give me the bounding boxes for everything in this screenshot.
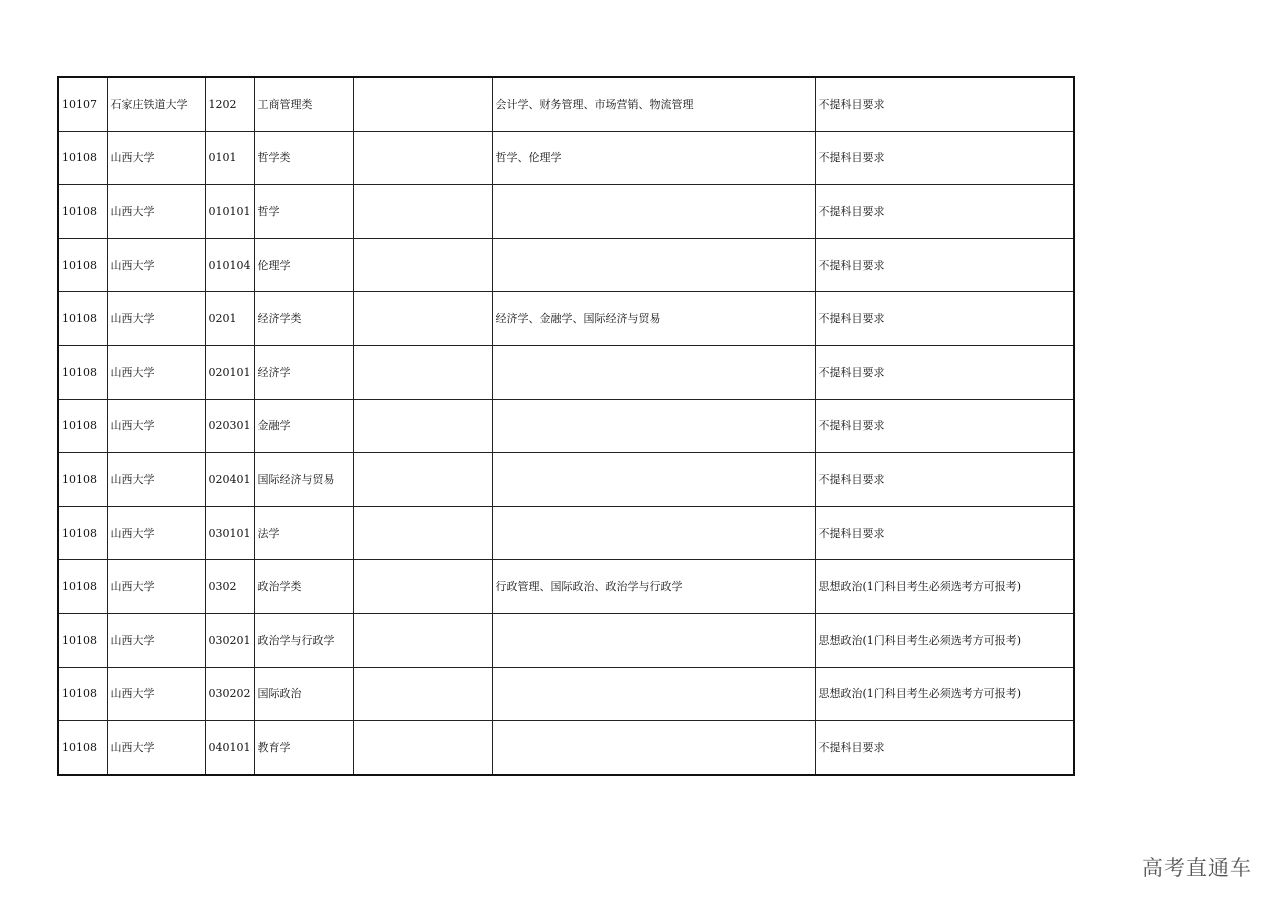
major-code-cell: 020301 [205, 399, 254, 453]
major-code-cell: 020101 [205, 345, 254, 399]
subject-requirement-cell: 不提科目要求 [815, 506, 1074, 560]
school-name-cell: 山西大学 [107, 721, 205, 775]
subject-requirement-cell: 不提科目要求 [815, 238, 1074, 292]
school-code-cell: 10108 [58, 506, 107, 560]
school-name-cell: 山西大学 [107, 292, 205, 346]
school-code-cell: 10108 [58, 131, 107, 185]
school-code-cell: 10108 [58, 238, 107, 292]
school-code-cell: 10108 [58, 721, 107, 775]
included-majors-cell [492, 453, 815, 507]
major-code-cell: 020401 [205, 453, 254, 507]
blank-cell [353, 721, 492, 775]
watermark-text: 高考直通车 [1142, 856, 1252, 880]
included-majors-cell [492, 506, 815, 560]
subject-requirement-cell: 不提科目要求 [815, 131, 1074, 185]
included-majors-cell [492, 667, 815, 721]
blank-cell [353, 560, 492, 614]
major-code-cell: 0201 [205, 292, 254, 346]
table-row [58, 560, 1074, 614]
school-code-cell: 10108 [58, 185, 107, 239]
blank-cell [353, 453, 492, 507]
blank-cell [353, 131, 492, 185]
school-name-cell: 石家庄铁道大学 [107, 77, 205, 131]
table-row [58, 238, 1074, 292]
school-code-cell: 10108 [58, 667, 107, 721]
included-majors-cell: 行政管理、国际政治、政治学与行政学 [492, 560, 815, 614]
table-row [58, 399, 1074, 453]
blank-cell [353, 345, 492, 399]
included-majors-cell: 会计学、财务管理、市场营销、物流管理 [492, 77, 815, 131]
major-code-cell: 040101 [205, 721, 254, 775]
admission-requirements-table [57, 76, 1075, 776]
school-name-cell: 山西大学 [107, 238, 205, 292]
blank-cell [353, 667, 492, 721]
table-row [58, 345, 1074, 399]
blank-cell [353, 613, 492, 667]
school-name-cell: 山西大学 [107, 613, 205, 667]
included-majors-cell [492, 238, 815, 292]
table-row [58, 131, 1074, 185]
major-code-cell: 010104 [205, 238, 254, 292]
table-row [58, 292, 1074, 346]
table-row [58, 77, 1074, 131]
major-code-cell: 030201 [205, 613, 254, 667]
major-name-cell: 工商管理类 [254, 77, 353, 131]
school-name-cell: 山西大学 [107, 667, 205, 721]
school-code-cell: 10108 [58, 560, 107, 614]
blank-cell [353, 506, 492, 560]
major-name-cell: 国际政治 [254, 667, 353, 721]
table-row [58, 453, 1074, 507]
major-name-cell: 法学 [254, 506, 353, 560]
subject-requirement-cell: 不提科目要求 [815, 453, 1074, 507]
school-code-cell: 10108 [58, 613, 107, 667]
table-row [58, 667, 1074, 721]
blank-cell [353, 238, 492, 292]
included-majors-cell [492, 721, 815, 775]
major-code-cell: 010101 [205, 185, 254, 239]
major-name-cell: 政治学与行政学 [254, 613, 353, 667]
subject-requirement-cell: 思想政治(1门科目考生必须选考方可报考) [815, 613, 1074, 667]
major-name-cell: 伦理学 [254, 238, 353, 292]
school-name-cell: 山西大学 [107, 131, 205, 185]
school-name-cell: 山西大学 [107, 453, 205, 507]
blank-cell [353, 185, 492, 239]
blank-cell [353, 77, 492, 131]
major-code-cell: 030101 [205, 506, 254, 560]
subject-requirement-cell: 不提科目要求 [815, 292, 1074, 346]
school-name-cell: 山西大学 [107, 560, 205, 614]
subject-requirement-cell: 不提科目要求 [815, 77, 1074, 131]
school-name-cell: 山西大学 [107, 185, 205, 239]
subject-requirement-cell: 思想政治(1门科目考生必须选考方可报考) [815, 560, 1074, 614]
major-name-cell: 金融学 [254, 399, 353, 453]
major-code-cell: 0302 [205, 560, 254, 614]
subject-requirement-cell: 不提科目要求 [815, 345, 1074, 399]
table-row [58, 185, 1074, 239]
included-majors-cell: 经济学、金融学、国际经济与贸易 [492, 292, 815, 346]
table-row [58, 506, 1074, 560]
included-majors-cell [492, 185, 815, 239]
subject-requirement-cell: 思想政治(1门科目考生必须选考方可报考) [815, 667, 1074, 721]
included-majors-cell [492, 613, 815, 667]
major-name-cell: 经济学 [254, 345, 353, 399]
major-name-cell: 哲学类 [254, 131, 353, 185]
school-code-cell: 10108 [58, 292, 107, 346]
major-name-cell: 经济学类 [254, 292, 353, 346]
major-name-cell: 教育学 [254, 721, 353, 775]
included-majors-cell: 哲学、伦理学 [492, 131, 815, 185]
table-row [58, 613, 1074, 667]
subject-requirement-cell: 不提科目要求 [815, 185, 1074, 239]
subject-requirement-cell: 不提科目要求 [815, 721, 1074, 775]
school-name-cell: 山西大学 [107, 345, 205, 399]
blank-cell [353, 399, 492, 453]
school-code-cell: 10108 [58, 399, 107, 453]
school-code-cell: 10108 [58, 345, 107, 399]
table-row [58, 721, 1074, 775]
school-code-cell: 10108 [58, 453, 107, 507]
major-code-cell: 030202 [205, 667, 254, 721]
major-code-cell: 1202 [205, 77, 254, 131]
school-name-cell: 山西大学 [107, 399, 205, 453]
table-body [58, 77, 1074, 775]
blank-cell [353, 292, 492, 346]
school-code-cell: 10107 [58, 77, 107, 131]
included-majors-cell [492, 345, 815, 399]
subject-requirement-cell: 不提科目要求 [815, 399, 1074, 453]
major-name-cell: 哲学 [254, 185, 353, 239]
included-majors-cell [492, 399, 815, 453]
major-name-cell: 政治学类 [254, 560, 353, 614]
major-code-cell: 0101 [205, 131, 254, 185]
school-name-cell: 山西大学 [107, 506, 205, 560]
major-name-cell: 国际经济与贸易 [254, 453, 353, 507]
